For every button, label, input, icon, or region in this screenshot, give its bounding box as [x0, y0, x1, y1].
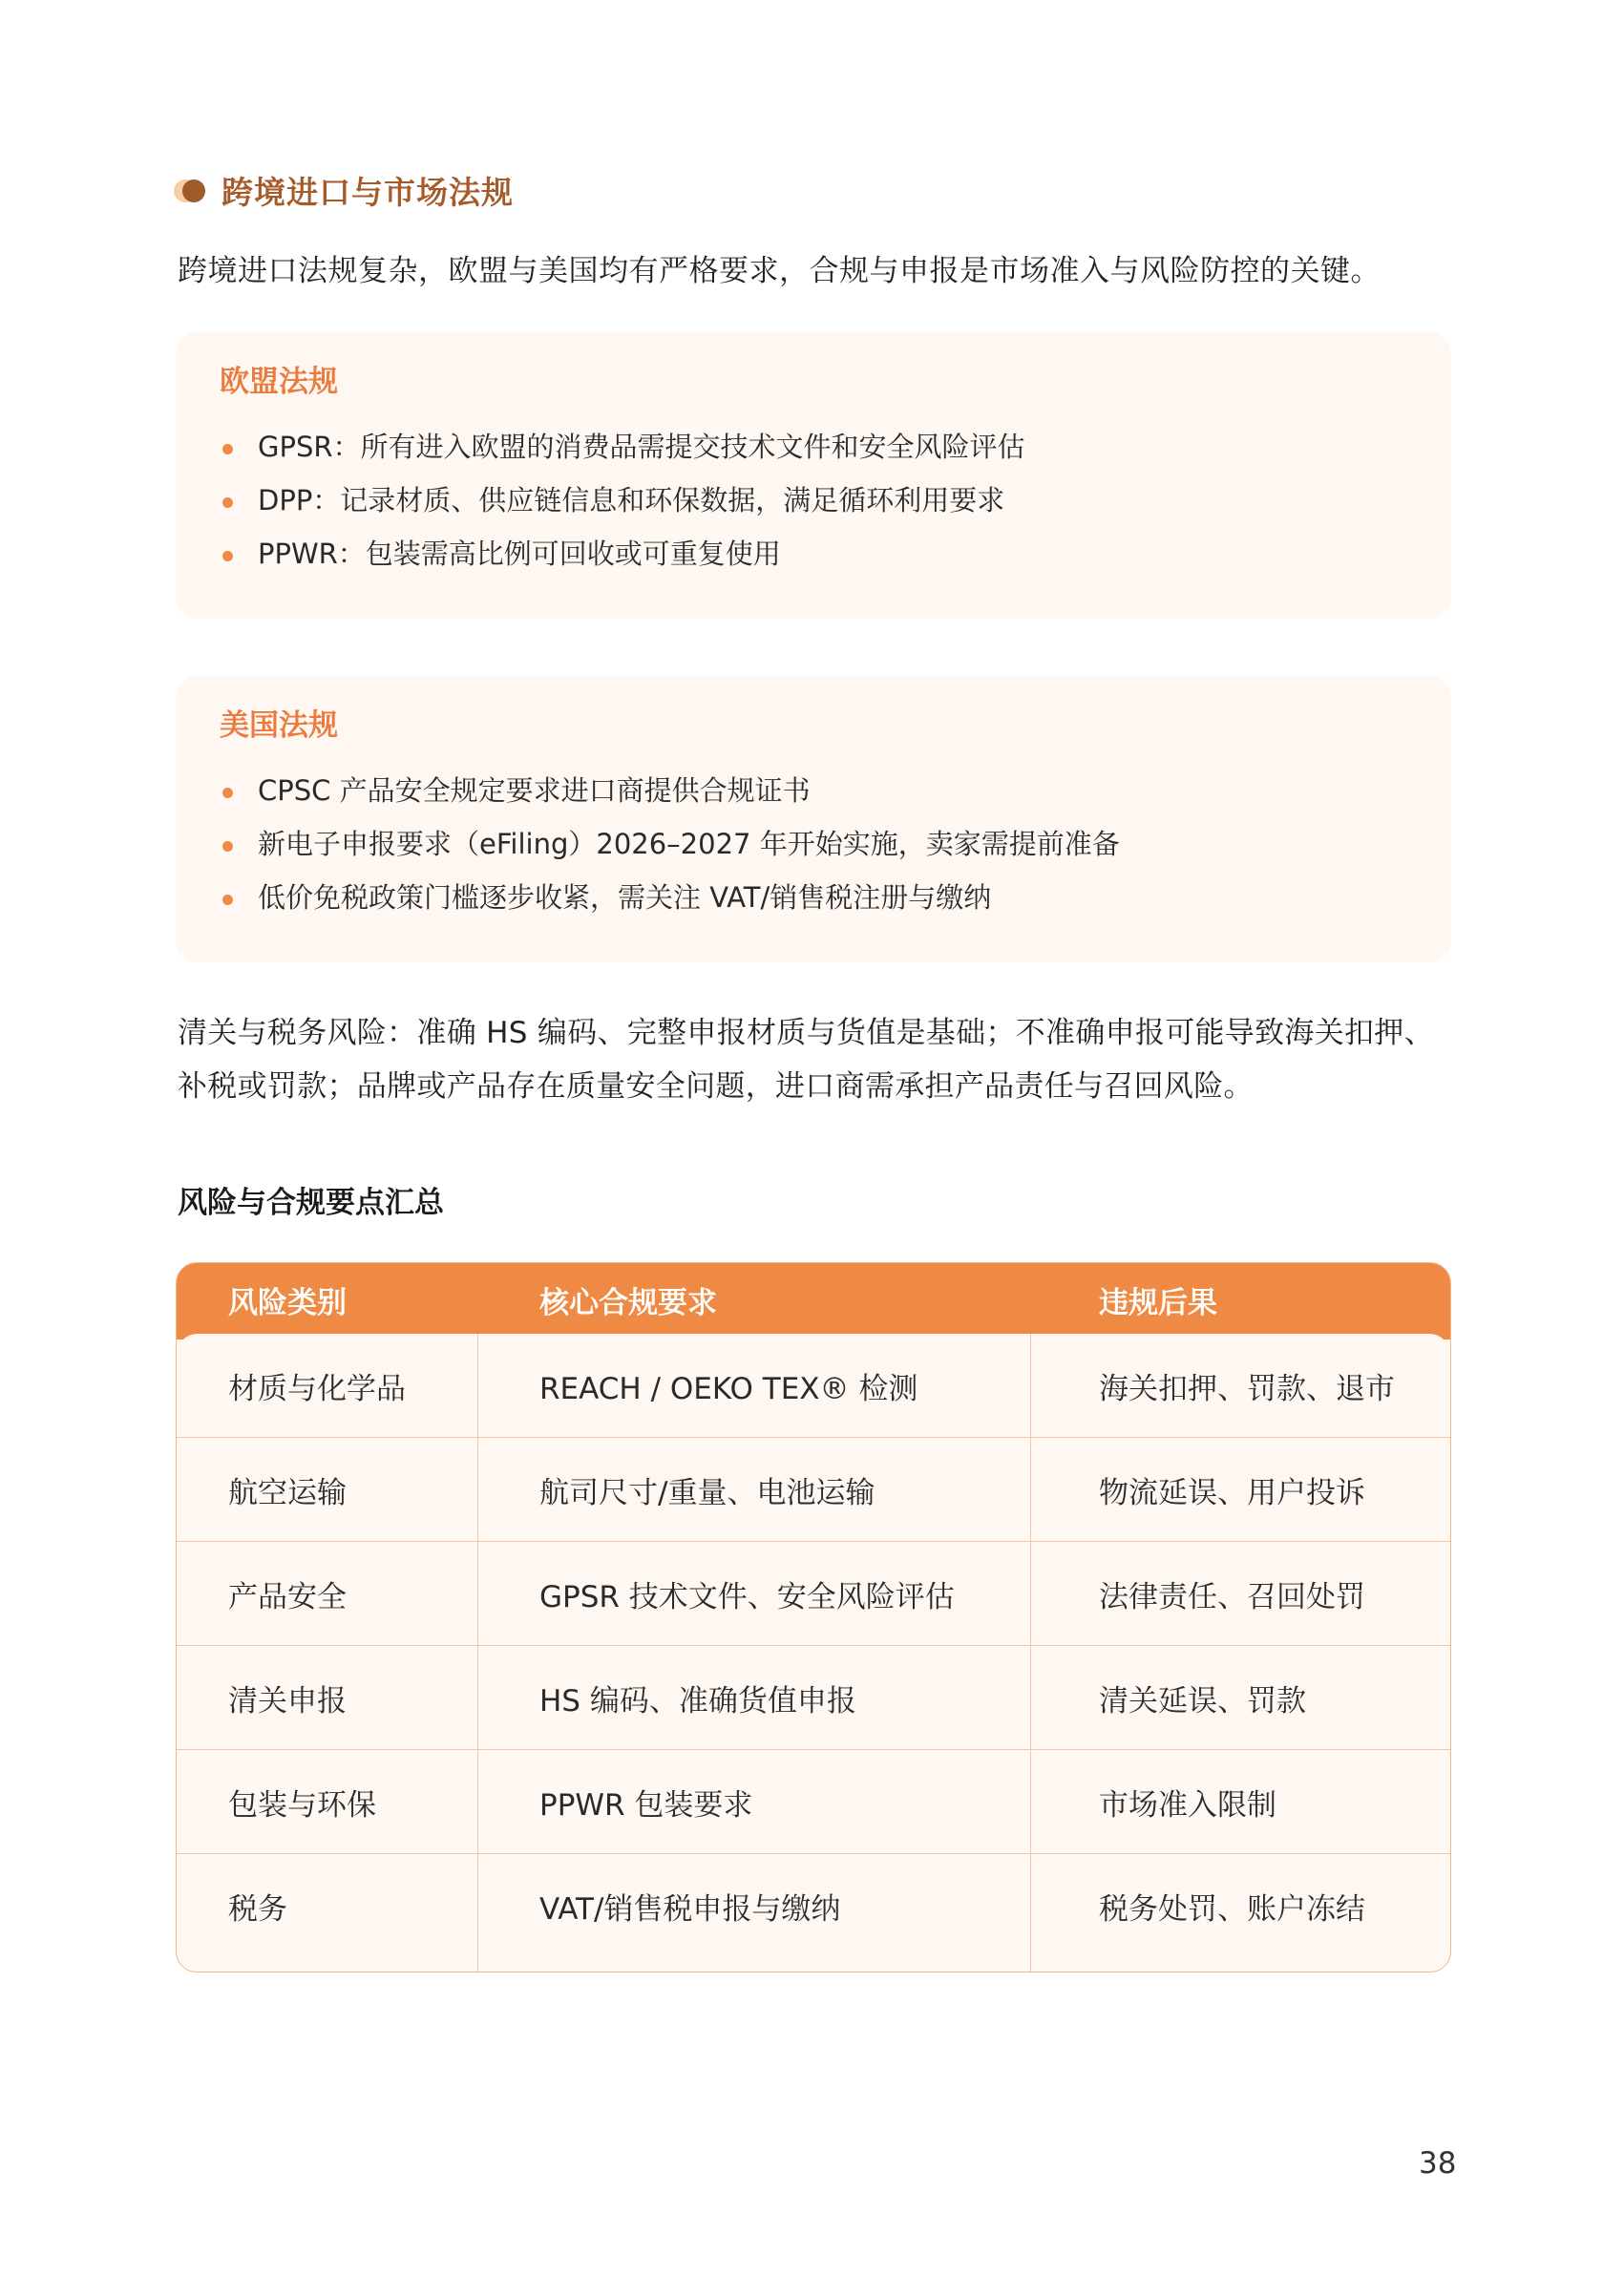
list-item: CPSC 产品安全规定要求进口商提供合规证书 [220, 764, 1451, 817]
list-item: GPSR：所有进入欧盟的消费品需提交技术文件和安全风险评估 [220, 420, 1451, 474]
table-header [177, 1263, 1450, 1339]
header-core-requirements: 核心合规要求 [539, 1286, 717, 1320]
eu-list [220, 420, 1451, 580]
section-title: 跨境进口与市场法规 [221, 174, 514, 211]
table-cell: 税务处罚、账户冻结 [1099, 1892, 1365, 1927]
table-row [177, 1542, 1450, 1646]
table-cell: 海关扣押、罚款、退市 [1099, 1371, 1395, 1406]
table-cell: 法律责任、召回处罚 [1099, 1579, 1365, 1614]
table-cell: 航司尺寸/重量、电池运输 [539, 1475, 875, 1510]
table-title: 风险与合规要点汇总 [178, 1186, 444, 1220]
table-cell: 材质与化学品 [228, 1371, 406, 1406]
customs-tax-paragraph: 清关与税务风险：准确 HS 编码、完整申报材质与货值是基础；不准确申报可能导致海关扣押、补税或罚款；品牌或产品存在质量安全问题，进口商需承担产品责任与召回风险。 [178, 1016, 1434, 1104]
table-row [177, 1854, 1450, 1958]
eu-card-title: 欧盟法规 [220, 365, 338, 399]
table-row [177, 1438, 1450, 1542]
table-cell: 税务 [228, 1892, 287, 1927]
us-card-title: 美国法规 [220, 708, 338, 743]
section-heading [174, 168, 514, 213]
page-number: 38 [1419, 2146, 1457, 2181]
list-item: PPWR：包装需高比例可回收或可重复使用 [220, 527, 1451, 580]
table-cell: PPWR 包装要求 [539, 1787, 753, 1823]
table-cell: 包装与环保 [228, 1787, 376, 1823]
eu-regulations-card [176, 332, 1451, 619]
us-regulations-card [176, 676, 1451, 962]
table-cell: REACH / OEKO TEX® 检测 [539, 1371, 918, 1406]
list-item: DPP：记录材质、供应链信息和环保数据，满足循环利用要求 [220, 474, 1451, 527]
us-list [220, 764, 1451, 924]
table-cell: GPSR 技术文件、安全风险评估 [539, 1579, 955, 1614]
header-consequences: 违规后果 [1099, 1286, 1217, 1320]
table-cell: 清关申报 [228, 1683, 347, 1719]
intro-text: 跨境进口法规复杂，欧盟与美国均有严格要求，合规与申报是市场准入与风险防控的关键。 [178, 254, 1381, 288]
double-circle-icon [174, 179, 208, 203]
table-cell: HS 编码、准确货值申报 [539, 1683, 856, 1719]
header-risk-category: 风险类别 [228, 1286, 347, 1320]
table-cell: VAT/销售税申报与缴纳 [539, 1892, 841, 1927]
table-body [177, 1334, 1450, 1972]
table-cell: 物流延误、用户投诉 [1099, 1475, 1365, 1510]
table-row [177, 1646, 1450, 1750]
table-cell: 航空运输 [228, 1475, 347, 1510]
table-cell: 市场准入限制 [1099, 1787, 1276, 1823]
table-cell: 清关延误、罚款 [1099, 1683, 1306, 1719]
table-row [177, 1334, 1450, 1438]
compliance-table [176, 1262, 1451, 1972]
list-item: 低价免税政策门槛逐步收紧，需关注 VAT/销售税注册与缴纳 [220, 871, 1451, 924]
table-cell: 产品安全 [228, 1579, 347, 1614]
list-item: 新电子申报要求（eFiling）2026–2027 年开始实施，卖家需提前准备 [220, 817, 1451, 871]
table-row [177, 1750, 1450, 1854]
